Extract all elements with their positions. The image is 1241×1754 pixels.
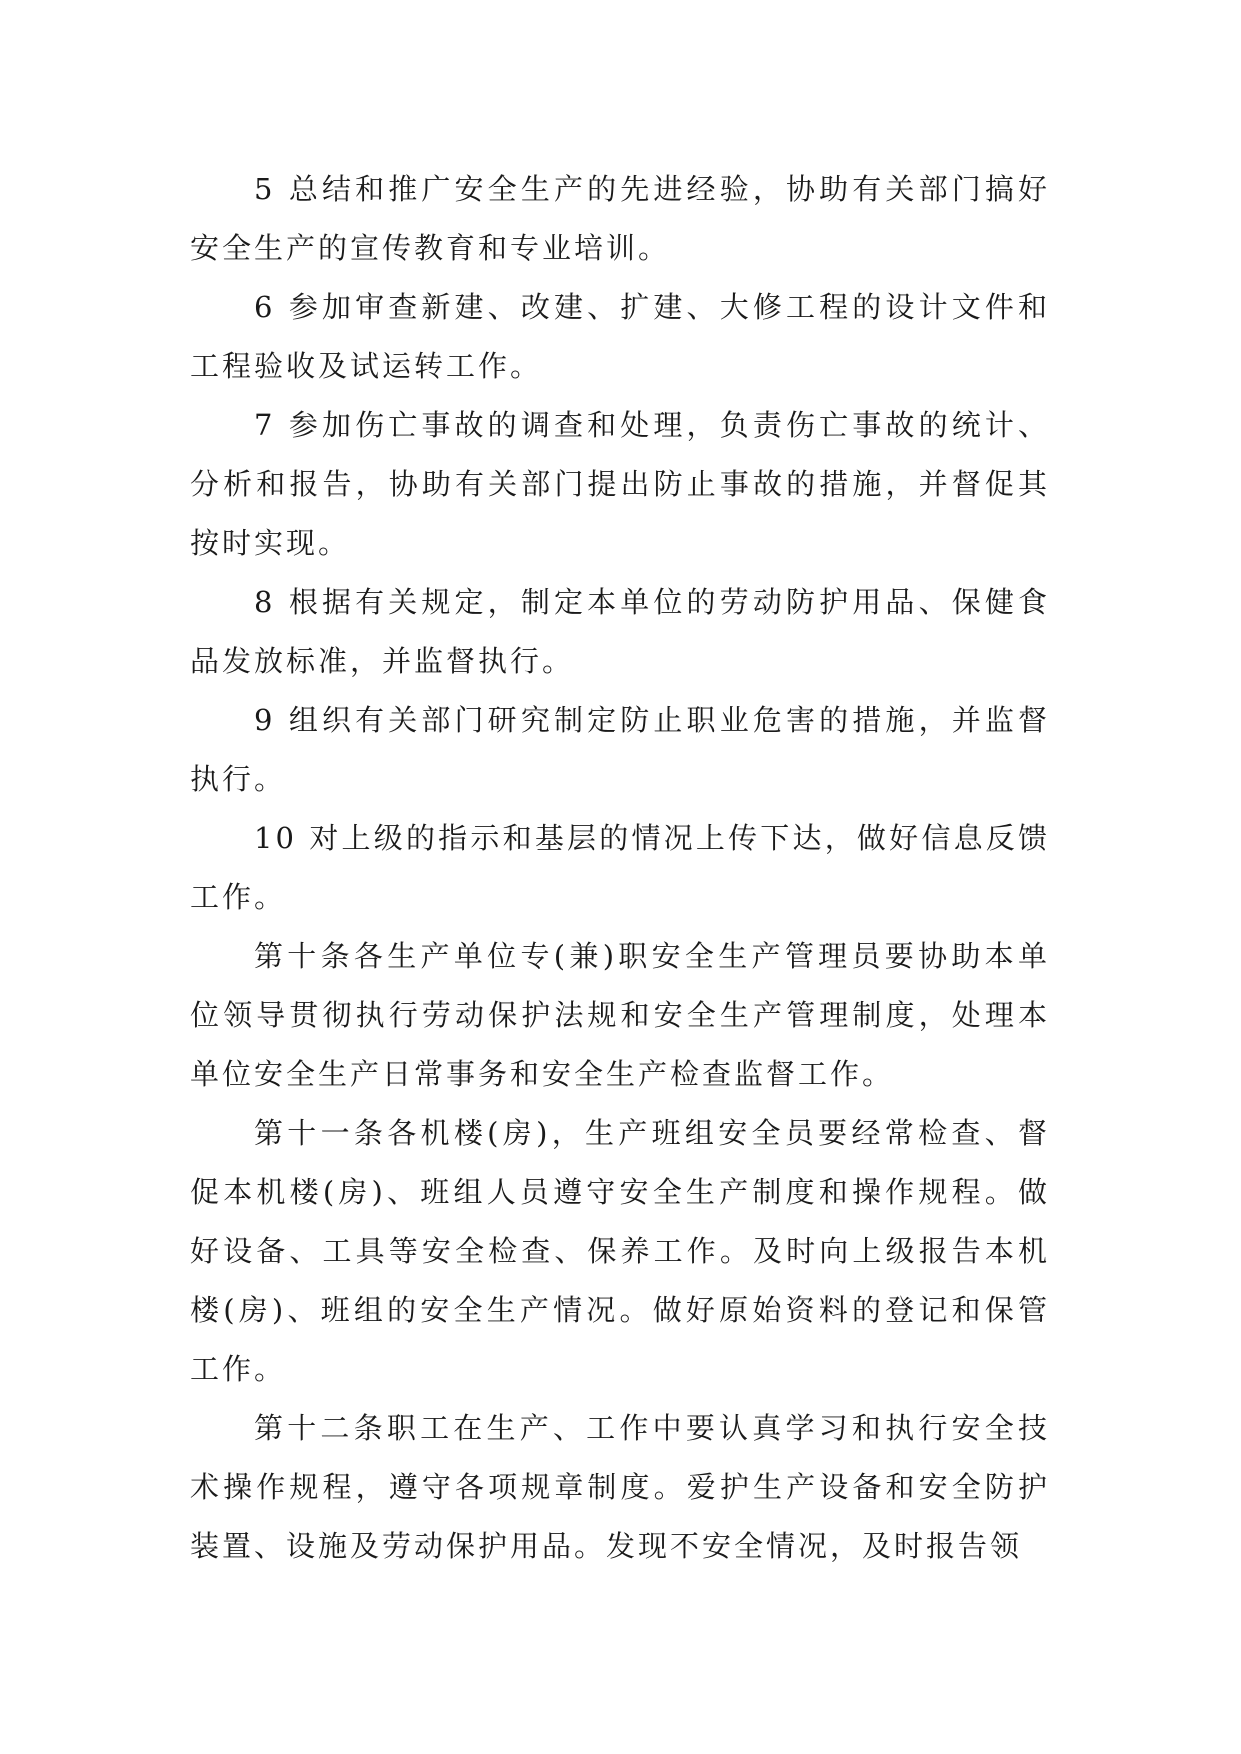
paragraph-article-12: 第十二条职工在生产、工作中要认真学习和执行安全技术操作规程，遵守各项规章制度。爱护生产设备和安全防护装置、设施及劳动保护用品。发现不安全情况，及时报告领: [190, 1411, 1050, 1563]
paragraph-item-8: 8 根据有关规定，制定本单位的劳动防护用品、保健食品发放标准，并监督执行。: [190, 585, 1050, 678]
paragraph-item-9: 9 组织有关部门研究制定防止职业危害的措施，并监督执行。: [190, 703, 1050, 796]
paragraph-item-5: 5 总结和推广安全生产的先进经验，协助有关部门搞好安全生产的宣传教育和专业培训。: [190, 172, 1050, 265]
paragraph-article-11: 第十一条各机楼(房)，生产班组安全员要经常检查、督促本机楼(房)、班组人员遵守安全生产制度和操作规程。做好设备、工具等安全检查、保养工作。及时向上级报告本机楼(房)、班组的安全生产情况。做好原始资料的登记和保管工作。: [190, 1116, 1050, 1386]
paragraph-article-10: 第十条各生产单位专(兼)职安全生产管理员要协助本单位领导贯彻执行劳动保护法规和安全生产管理制度，处理本单位安全生产日常事务和安全生产检查监督工作。: [190, 939, 1050, 1091]
paragraph-item-7: 7 参加伤亡事故的调查和处理，负责伤亡事故的统计、分析和报告，协助有关部门提出防止事故的措施，并督促其按时实现。: [190, 408, 1050, 560]
paragraph-item-10: 10 对上级的指示和基层的情况上传下达，做好信息反馈工作。: [190, 821, 1050, 914]
document-body: [190, 160, 1050, 1576]
paragraph-item-6: 6 参加审查新建、改建、扩建、大修工程的设计文件和工程验收及试运转工作。: [190, 290, 1050, 383]
